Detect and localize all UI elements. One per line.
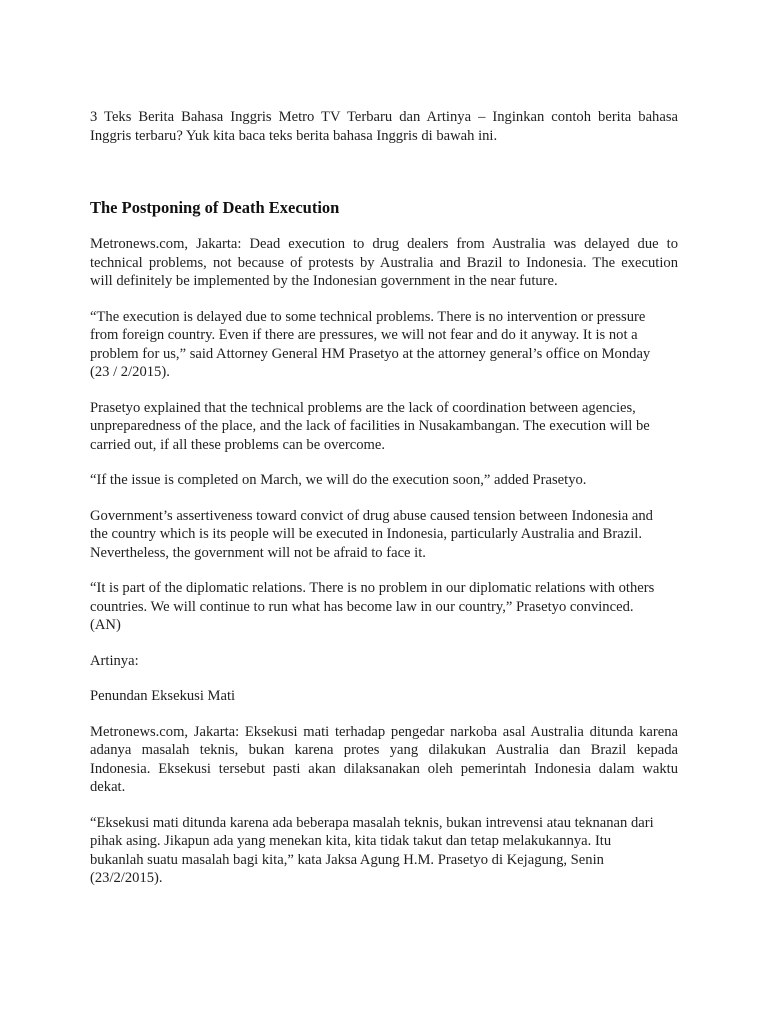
article-paragraph-2 [90,308,678,382]
text-line: (23/2/2015). [90,870,163,886]
text-line: Metronews.com, Jakarta: Eksekusi mati terhadap pengedar narkoba asal Australia ditunda karena [90,723,678,740]
text-line: problem for us,” said Attorney General HM Prasetyo at the attorney general’s office on Monday [90,345,651,362]
text-line: technical problems, not because of protests by Australia and Brazil to Indonesia. The execution [90,254,678,271]
text-line: dekat. [90,779,126,795]
article-paragraph-3 [90,399,678,455]
text-line: “The execution is delayed due to some technical problems. There is no intervention or pressure [90,308,646,325]
intro-line: Inggris terbaru? Yuk kita baca teks berita bahasa Inggris di bawah ini. [90,127,498,144]
text-line: carried out, if all these problems can be overcome. [90,436,385,453]
text-line: pihak asing. Jikapun ada yang menekan kita, kita tidak takut dan tetap melakukannya. Itu [90,833,612,849]
text-line: “If the issue is completed on March, we will do the execution soon,” added Prasetyo. [90,472,587,488]
text-line: from foreign country. Even if there are pressures, we will not fear and do it anyway. It is not a [90,327,638,343]
text-line: Nevertheless, the government will not be afraid to face it. [90,544,426,561]
article-paragraph-5 [90,507,678,563]
text-line: “Eksekusi mati ditunda karena ada beberapa masalah teknis, bukan intrevensi atau teknanan dari [90,814,654,831]
text-line: countries. We will continue to run what has become law in our country,” Prasetyo convinced. [90,598,634,615]
document-page [90,108,678,905]
text-line: the country which is its people will be executed in Indonesia, particularly Australia and Brazil. [90,526,642,542]
text-line: adanya masalah teknis, bukan karena protes yang dilakukan Australia dan Brazil kepada [90,742,678,758]
article-paragraph-1 [90,235,678,291]
translation-label: Artinya: [90,652,139,669]
intro-line: 3 Teks Berita Bahasa Inggris Metro TV Terbaru dan Artinya – Inginkan contoh berita bahasa [90,109,678,125]
article-paragraph-4 [90,471,678,490]
translation-paragraph-1 [90,723,678,797]
text-line: bukanlah suatu masalah bagi kita,” kata Jaksa Agung H.M. Prasetyo di Kejagung, Senin [90,851,604,868]
text-line: unpreparedness of the place, and the lack of facilities in Nusakambangan. The execution will be [90,418,650,434]
translation-title: Penundan Eksekusi Mati [90,688,236,704]
text-line: Prasetyo explained that the technical problems are the lack of coordination between agencies, [90,399,636,416]
text-line: will definitely be implemented by the Indonesian government in the near future. [90,273,558,289]
article-paragraph-6 [90,579,678,635]
text-line: (AN) [90,617,121,633]
text-line: Government’s assertiveness toward convict of drug abuse caused tension between Indonesia and [90,507,653,524]
text-line: Indonesia. Eksekusi tersebut pasti akan dilaksanakan oleh pemerintah Indonesia dalam waktu [90,760,678,777]
intro-paragraph [90,108,678,145]
translation-paragraph-2 [90,814,678,888]
text-line: Metronews.com, Jakarta: Dead execution to drug dealers from Australia was delayed due to [90,236,678,252]
article-title: The Postponing of Death Execution [90,198,340,217]
text-line: “It is part of the diplomatic relations. There is no problem in our diplomatic relations with others [90,580,655,596]
text-line: (23 / 2/2015). [90,364,170,380]
